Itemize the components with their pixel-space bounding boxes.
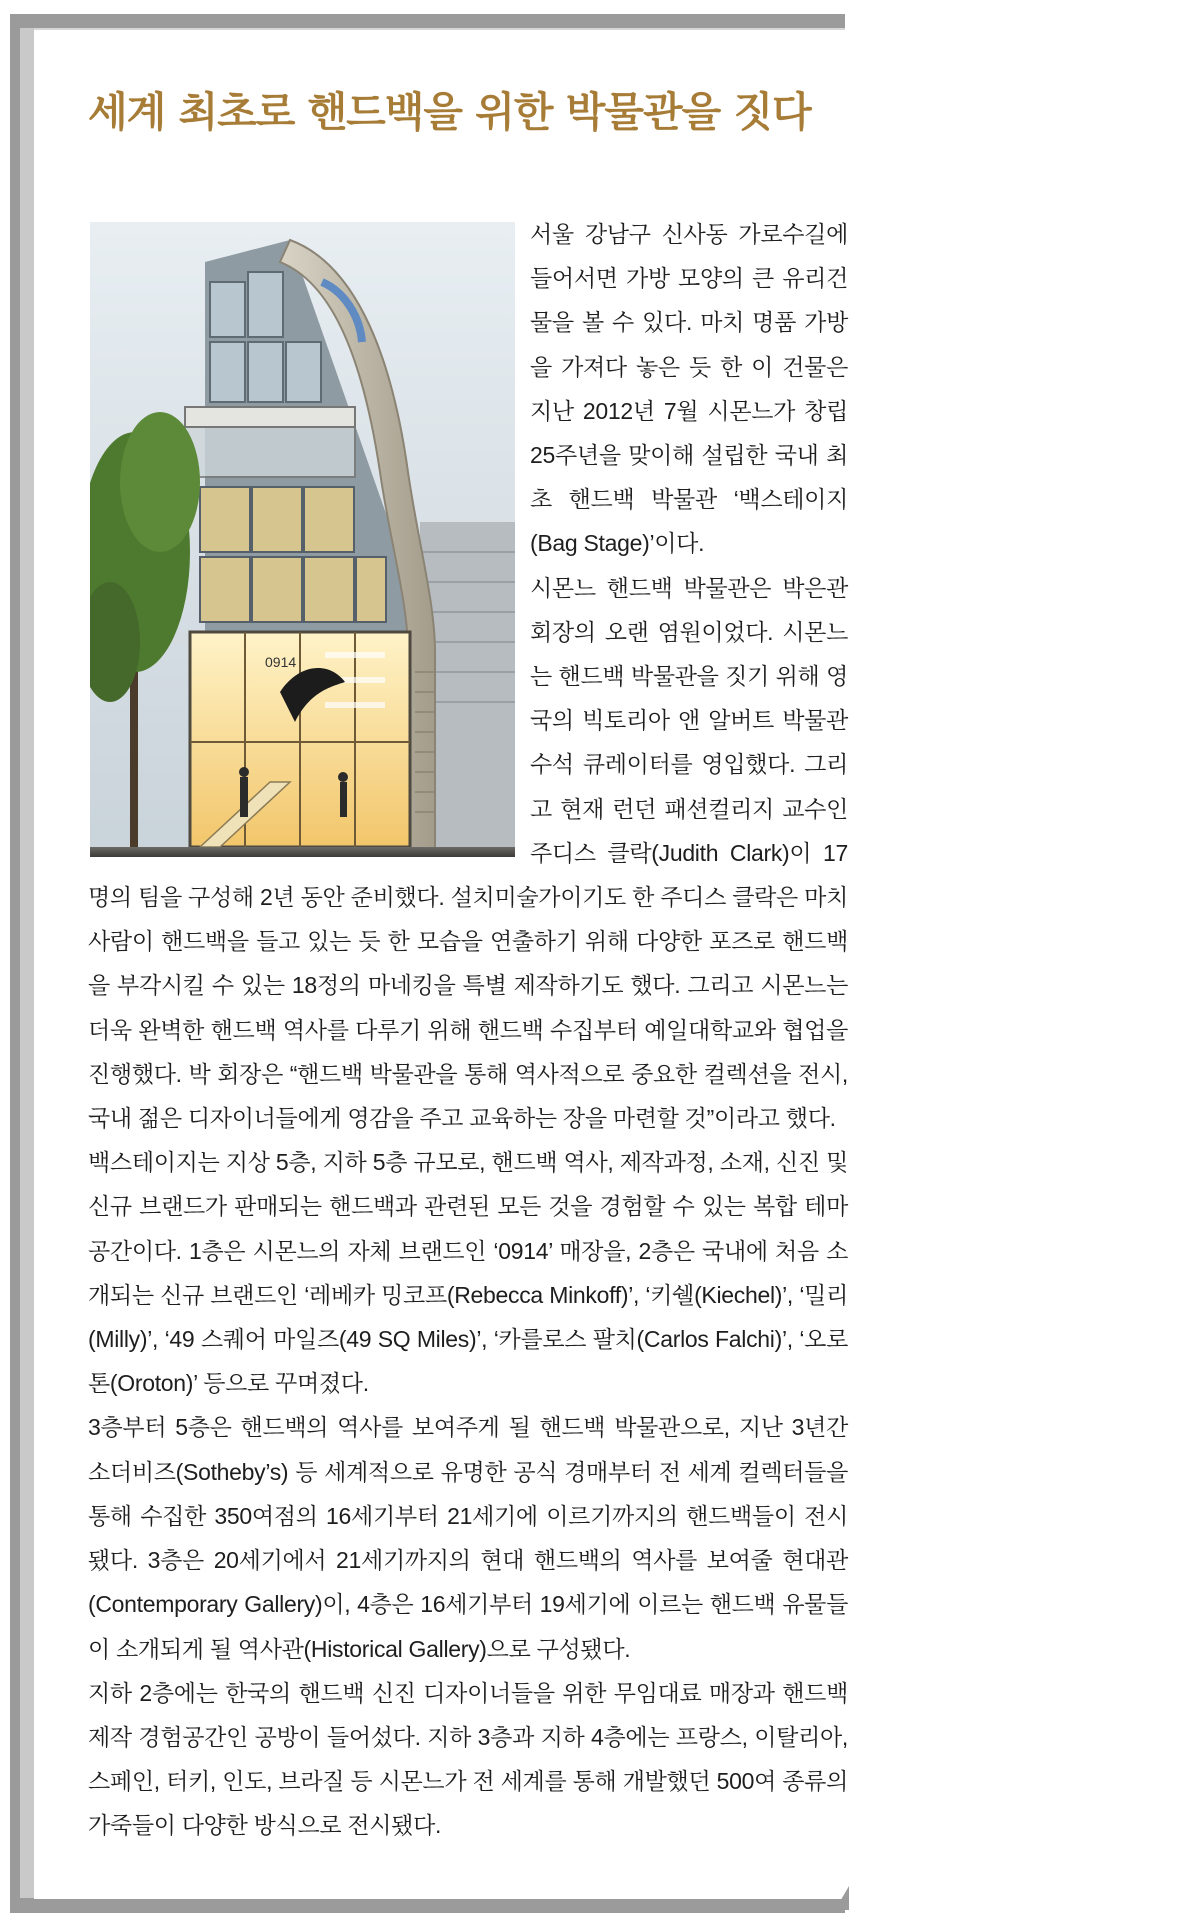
frame-corner-fold <box>835 1886 849 1910</box>
paragraph-basement: 지하 2층에는 한국의 핸드백 신진 디자이너들을 위한 무임대료 매장과 핸드백 제작 경험공간인 공방이 들어섰다. 지하 3층과 지하 4층에는 프랑스, 이탈리아, 스페인, 터키, 인도, 브라질 등 시몬느가 전 세계를 통해 개발했던 500여 종류의 가죽들이 다양한 방식으로 전시됐다. <box>88 1679 848 1839</box>
paragraph-founding: 시몬느 핸드백 박물관은 박은관 회장의 오랜 염원이었다. 시몬느는 핸드백 박물관을 짓기 위해 영국의 빅토리아 앤 알버트 박물관 수석 큐레이터를 영입했다. 그리고 현재 런던 패션컬리지 교수인 주디스 클락(Judith Clark)이 17명의 팀을 구성해 2년 동안 준비했다. 설치미술가이기도 한 주디스 클락은 마치 사람이 핸드백을 들고 있는 듯 한 모습을 연출하기 위해 다양한 포즈로 핸드백을 부각시킬 수 있는 18정의 마네킹을 특별 제작하기도 했다. 그리고 시몬느는 더욱 완벽한 핸드백 역사를 다루기 위해 핸드백 수집부터 예일대학교와 협업을 진행했다. 박 회장은 “핸드백 박물관을 통해 역사적으로 중요한 컬렉션을 전시, 국내 젊은 디자이너들에게 영감을 주고 교육하는 장을 마련할 것”이라고 했다. <box>88 574 848 1132</box>
article-headline: 세계 최초로 핸드백을 위한 박물관을 짓다 <box>88 88 811 136</box>
store-sign: 0914 <box>265 654 297 670</box>
frame-left-inner-border <box>20 28 34 1898</box>
frame-top-inner-line <box>34 28 845 30</box>
frame-bottom-border <box>10 1899 845 1913</box>
paragraph-museum: 3층부터 5층은 핸드백의 역사를 보여주게 될 핸드백 박물관으로, 지난 3년간 소더비즈(Sotheby’s) 등 세계적으로 유명한 공식 경매부터 전 세계 컬렉터들을 통해 수집한 350여점의 16세기부터 21세기에 이르기까지의 핸드백들이 전시됐다. 3층은 20세기에서 21세기까지의 현대 핸드백의 역사를 보여줄 현대관(Contemporary Gallery)이, 4층은 16세기부터 19세기에 이르는 핸드백 유물들이 소개되게 될 역사관(Historical Gallery)으로 구성됐다. <box>88 1414 848 1662</box>
article-body <box>88 212 848 1848</box>
photo-wrap-spacer <box>88 212 530 872</box>
paragraph-floors: 백스테이지는 지상 5층, 지하 5층 규모로, 핸드백 역사, 제작과정, 소재, 신진 및 신규 브랜드가 판매되는 핸드백과 관련된 모든 것을 경험할 수 있는 복합 테마 공간이다. 1층은 시몬느의 자체 브랜드인 ‘0914’ 매장을, 2층은 국내에 처음 소개되는 신규 브랜드인 ‘레베카 밍코프(Rebecca Minkoff)’, ‘키쉘(Kiechel)’, ‘밀리(Milly)’, ‘49 스퀘어 마일즈(49 SQ Miles)’, ‘카를로스 팔치(Carlos Falchi)’, ‘오로톤(Oroton)’ 등으로 꾸며졌다. <box>88 1149 848 1397</box>
paragraph-intro: 서울 강남구 신사동 가로수길에 들어서면 가방 모양의 큰 유리건물을 볼 수 있다. 마치 명품 가방을 가져다 놓은 듯 한 이 건물은 지난 2012년 7월 시몬느가 창립 25주년을 맞이해 설립한 국내 최초 핸드백 박물관 ‘백스테이지(Bag Stage)’이다. <box>530 221 848 557</box>
frame-top-border <box>10 14 845 28</box>
